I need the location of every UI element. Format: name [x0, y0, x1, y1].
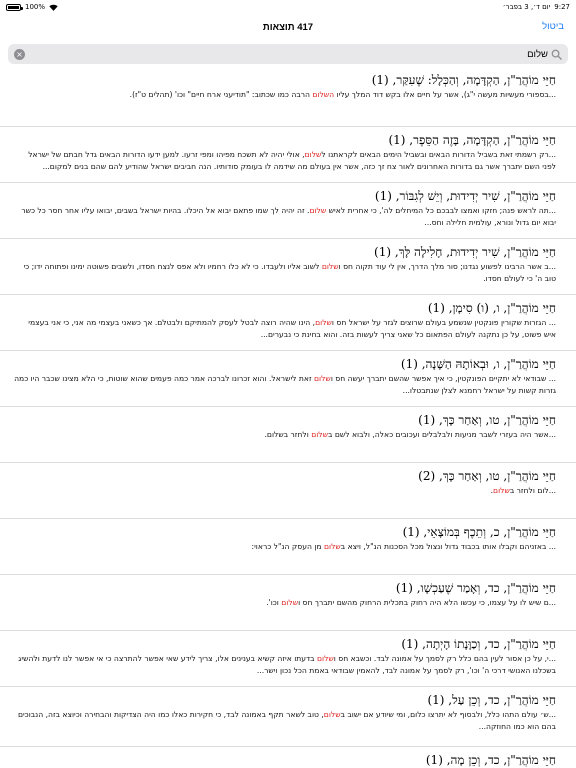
- result-snippet: [14, 373, 556, 397]
- snippet-text-after: וכו'.: [266, 598, 282, 607]
- snippet-highlight: שלום: [323, 542, 341, 551]
- result-snippet: [14, 89, 556, 101]
- result-count: (1): [388, 133, 410, 147]
- result-snippet: [14, 149, 556, 173]
- result-count: (1): [374, 189, 396, 203]
- snippet-text-after: .: [490, 486, 494, 495]
- snippet-text-before: ...רק רשמתי זאת בשביל הדורות הבאים ובשביל הימים הבאים לקראתנו ל: [321, 150, 556, 159]
- snippet-text-before: ...לום ולחזר ב: [509, 486, 556, 495]
- result-item[interactable]: [0, 188, 576, 229]
- result-title: [14, 580, 556, 596]
- result-title: [14, 72, 556, 88]
- result-title: [14, 300, 556, 316]
- result-title: [14, 636, 556, 652]
- result-title: [14, 356, 556, 372]
- result-count: (1): [395, 581, 417, 595]
- result-snippet: [14, 429, 556, 441]
- search-bar[interactable]: [8, 44, 568, 64]
- result-item[interactable]: [0, 636, 576, 677]
- result-title: [14, 412, 556, 428]
- result-divider: [0, 518, 576, 519]
- search-icon: [551, 49, 562, 60]
- result-item[interactable]: [0, 412, 576, 441]
- result-divider: [0, 630, 576, 631]
- snippet-text-after: מן העסק הנ"ל כראוי:: [251, 542, 324, 551]
- battery-fill: [8, 6, 19, 9]
- result-item[interactable]: [0, 132, 576, 173]
- result-divider: [0, 294, 576, 295]
- result-snippet: [14, 261, 556, 285]
- result-count: (1): [427, 693, 449, 707]
- snippet-highlight: השלום: [312, 90, 335, 99]
- snippet-text-before: ...ם שיש לו על עצמו, כי עכשו הלא היה רחוק בתכלית הרחוק מהשם יתברך חס ו: [298, 598, 556, 607]
- result-snippet: [14, 541, 556, 553]
- result-item[interactable]: [0, 244, 576, 285]
- result-title-text: חַיֵּי מוֹהֲרַ"ן, שִׁיר יְדִידוּת, וְיֵשׁ לְגִבּוֹר,: [395, 189, 556, 203]
- result-count: (2): [418, 469, 439, 483]
- result-title-text: חַיֵּי מוֹהֲרַ"ן, שִׁיר יְדִידוּת, חָלִילָה לָּךְ,: [394, 245, 556, 259]
- snippet-highlight: שלום: [493, 486, 510, 495]
- wifi-icon: [49, 4, 58, 11]
- result-count: (1): [371, 73, 393, 87]
- result-divider: [0, 238, 576, 239]
- status-right: [503, 3, 570, 11]
- snippet-highlight: שלום: [304, 150, 322, 159]
- result-divider: [0, 574, 576, 575]
- status-time: 9:27: [554, 3, 570, 11]
- snippet-text-after: הרבה כמו שכתוב: "תודיעני ארח חיים" וכו' (תהלים ט"ז).: [129, 90, 313, 99]
- snippet-highlight: שלום: [316, 654, 334, 663]
- snippet-text-after: בדעתו איזה קשיא בענינים אלו, צריך לידע שאי אפשר להתרצה כי אי אפשר לנו לדעת ולהשיג בשכלנו האנושי דרכי ה' וכו', רק לסמך על אמונה לבד, להאמין שבודאי באמת הכל נכון וישר...: [18, 654, 556, 675]
- results-list[interactable]: [0, 72, 576, 768]
- snippet-text-after: ולחזר בשלום.: [264, 430, 312, 439]
- snippet-highlight: שלום: [309, 206, 327, 215]
- snippet-text-before: ...י, על כן אסור לעין בהם כלל רק לסמך על אמונה לבד. וכשבא חס ו: [333, 654, 556, 663]
- snippet-text-after: , טוב לשאר תקף באמונה לבד, כי חקירות כאלו כמו היה הצדיקות והבחירה וכיוצא בזה, הנבוכים בהם הוא כמו החוזקה...: [17, 710, 556, 731]
- result-title: [14, 752, 556, 768]
- result-title-text: חַיֵּי מוֹהֲרַ"ן, טו, וְאַחַר כָּךְ,: [439, 469, 556, 483]
- result-title: [14, 188, 556, 204]
- result-snippet: [14, 597, 556, 609]
- result-item[interactable]: [0, 580, 576, 609]
- result-divider: [0, 126, 576, 127]
- result-title: [14, 244, 556, 260]
- result-count: (1): [402, 525, 424, 539]
- result-item[interactable]: [0, 300, 576, 341]
- result-divider: [0, 462, 576, 463]
- results-count-title: 417 תוצאות: [262, 21, 314, 33]
- snippet-highlight: שלום: [281, 598, 299, 607]
- result-title-text: חַיֵּי מוֹהֲרַ"ן, כד, וְאָמַר שֶׁעַכְשָׁו,: [416, 581, 556, 595]
- result-divider: [0, 182, 576, 183]
- snippet-text-before: ... באזניהם וקבלו אותו בכבוד גדול ונצול מכל הסכנות הנ"ל, ויצא ב: [340, 542, 556, 551]
- result-count: (1): [374, 245, 395, 259]
- clear-search-icon[interactable]: ×: [14, 49, 25, 60]
- snippet-text-after: לשוב אליו ולעבדו. כי לא כלו רחמיו ולא אפס לנצח חסדו, ולשבים פשוטה ימינו ופתוחה ידו; כי טוב ה' כי לעולם חסדו.: [23, 262, 556, 283]
- result-title-text: חַיֵּי מוֹהֲרַ"ן, כד, וְכֵן מָה,: [446, 753, 556, 767]
- cancel-button[interactable]: ביטול: [542, 21, 564, 32]
- search-input[interactable]: [25, 49, 548, 60]
- result-item[interactable]: [0, 752, 576, 768]
- result-divider: [0, 406, 576, 407]
- result-count: (1): [418, 413, 439, 427]
- snippet-text-after: , הינו שהיה רוצה לבטל לעסק להמתיקם ולבטלם. אך כשאני בעצמי מה אני, כי אני בעצמי איש פשוט, על כן נתקנה לעולם הפתאום כל שאני צריך לעשות בזה. והוא בחינת כי נבערים...: [28, 318, 556, 339]
- result-divider: [0, 686, 576, 687]
- result-title-text: חַיֵּי מוֹהֲרַ"ן, כ, וְתֵכֶף בְּמוֹצָאֵי,: [423, 525, 556, 539]
- status-bar: [0, 0, 576, 14]
- result-title: [14, 524, 556, 540]
- result-snippet: [14, 317, 556, 341]
- result-count: (1): [400, 357, 422, 371]
- result-count: (1): [401, 637, 423, 651]
- snippet-text-after: זאת לישראל. והוא זכרונו לברכה אמר כמה פעמים שהוא שוטות, כי הלא מצינו שכבר היו כמה גזרות קשות על ישראל רחמנא לצלן שנתבטלו...: [14, 374, 556, 395]
- result-title-text: חַיֵּי מוֹהֲרַ"ן, הַקְדָּמָה, בָּזֶה הַסֵּפֶר,: [409, 133, 556, 147]
- nav-bar: [0, 14, 576, 40]
- result-snippet: [14, 485, 556, 497]
- result-title-text: חַיֵּי מוֹהֲרַ"ן, ו, (ו) סִימָן,: [448, 301, 556, 315]
- snippet-text-after: , אולי יהיה לא תשכח מפיהו ומפי זרעו. למען ידעו הדורות הבאים גדל חבתם של ישראל לפני השם יתברך אשר גם בדורות האחרונים לאור צח זך כזה, אשר אין בעולם מה שידמה לו בעומק סודותיו. הנה חביבים ישראל שהודיע להם שהם בנים למקום...: [28, 150, 556, 171]
- snippet-highlight: שלום: [323, 710, 341, 719]
- result-divider: [0, 746, 576, 747]
- result-snippet: [14, 709, 556, 733]
- result-title-text: חַיֵּי מוֹהֲרַ"ן, כד, וְכֵן עַל,: [448, 693, 556, 707]
- result-title-text: חַיֵּי מוֹהֲרַ"ן, כד, וְכַוָּנָתוֹ הָיְתָה,: [422, 637, 556, 651]
- result-item[interactable]: [0, 692, 576, 733]
- snippet-highlight: שלום: [315, 318, 332, 327]
- snippet-text-before: ... הגזרות שקורין פונקטין שנשמע בעולם שרוצים לגזר על ישראל חס ו: [331, 318, 556, 327]
- battery-percent: 100%: [25, 3, 46, 11]
- result-count: (1): [427, 301, 449, 315]
- result-snippet: [14, 653, 556, 677]
- snippet-highlight: שלום: [311, 430, 329, 439]
- result-title: [14, 132, 556, 148]
- snippet-text-before: ... שבודאי לא יתקיים הפונקטין, כי איך אפשר שהשם יתברך יעשה חס ו: [330, 374, 556, 383]
- result-item[interactable]: [0, 356, 576, 397]
- result-divider: [0, 350, 576, 351]
- status-left: [6, 3, 58, 11]
- result-count: (1): [425, 753, 447, 767]
- battery-icon: [6, 4, 21, 11]
- snippet-text-before: ...ב אשר הרבינו לפשוע נגדנו; סור מלך הדרך, אין לי עוד תקוה חס ו: [338, 262, 556, 271]
- snippet-text-after: . זה יהיה לך שמו פתאם יבוא אל היכלו. בהיות ישראל בשבים, יבואו עליו אחר חסר כל כשר יבוא יום גדול ונורא, עולמית חלילה וחס...: [21, 206, 556, 227]
- result-item[interactable]: [0, 72, 576, 101]
- snippet-highlight: שלום: [321, 262, 339, 271]
- result-item[interactable]: [0, 468, 576, 497]
- snippet-text-before: ...אשר היה בעזרי לשבר מניעות ולבלבלים ועכובים כאלה, ולבוא לשם ב: [328, 430, 556, 439]
- result-title-text: חַיֵּי מוֹהֲרַ"ן, טו, וְאַחַר כָּךְ,: [439, 413, 556, 427]
- result-item[interactable]: [0, 524, 576, 553]
- snippet-text-before: ...ש׳ עולם התהו כלל, ולבסוף לא יתרצו כלום, ומי שיודע אם ישוב ב: [340, 710, 556, 719]
- result-snippet: [14, 205, 556, 229]
- snippet-highlight: שלום: [314, 374, 331, 383]
- snippet-text-before: ...בספורי מעשיות מעשה י"ג), אשר על חיים אלו בקש דוד המלך עליו: [334, 90, 556, 99]
- result-title-text: חַיֵּי מוֹהֲרַ"ן, ו, וּבְאוֹתָהּ הַשָּׁנָה,: [421, 357, 556, 371]
- result-title: [14, 468, 556, 484]
- result-title: [14, 692, 556, 708]
- result-title-text: חַיֵּי מוֹהֲרַ"ן, הַקְדָּמָה, וְהַכְּלָל: שֶׁעִקַּר,: [392, 73, 556, 87]
- snippet-text-before: ...תה לראש פנה; חזקו ואמצו לבבכם כל המיחלים לה', כי אחרית לאיש: [326, 206, 556, 215]
- status-date: יום ד׳, 3 בפבר׳: [502, 3, 551, 11]
